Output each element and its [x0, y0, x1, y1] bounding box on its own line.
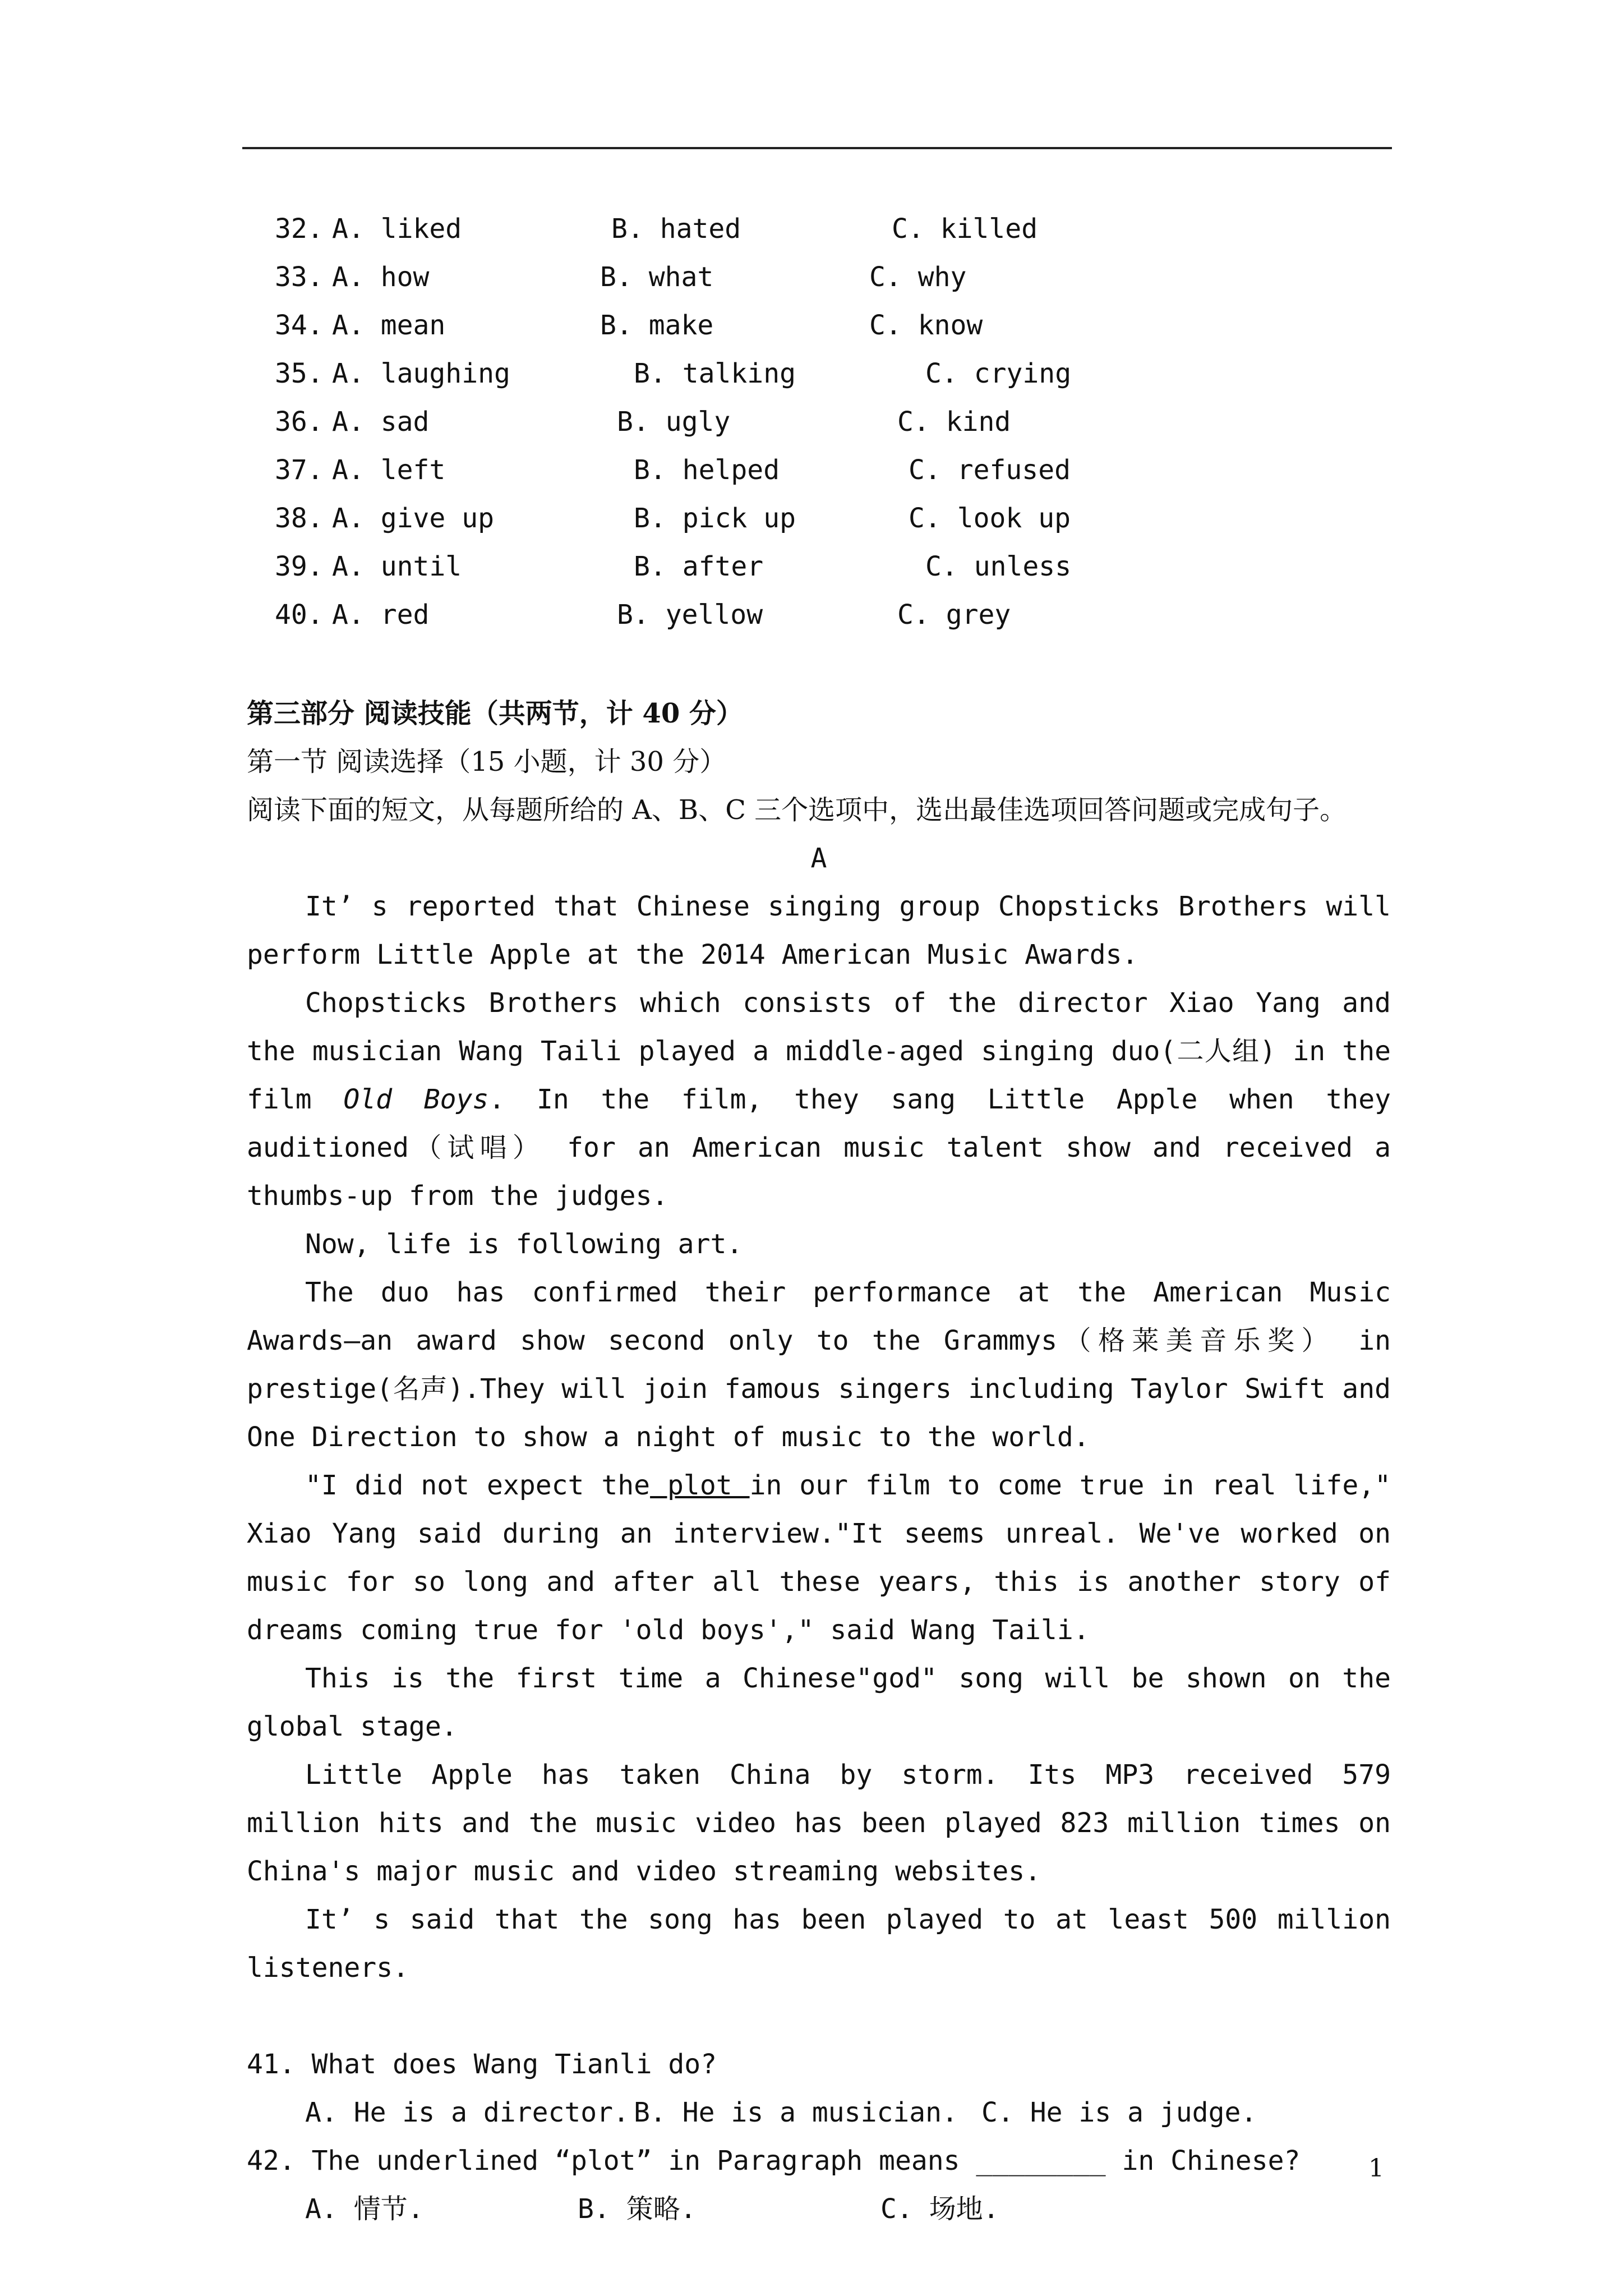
option-a: A. liked — [332, 213, 462, 245]
paragraph-5-text: "I did not expect the — [305, 1470, 651, 1501]
paragraph-5 — [247, 1461, 1391, 1654]
question-number: 35. — [275, 358, 324, 389]
option-a: A. left — [332, 454, 446, 486]
option-row-36 — [247, 398, 1391, 446]
question-number: 39. — [275, 551, 324, 582]
paragraph-5-text-end: in our film to come true in real life," Xiao Yang said during an interview."It seems unreal. We've worked on music for so long and after all these years, this is another story of dreams coming true for 'old boys'," said Wang Taili. — [247, 1470, 1391, 1646]
option-row-32 — [247, 205, 1391, 253]
spacer — [247, 1992, 1391, 2040]
option-a: A. mean — [332, 310, 446, 341]
question-number: 36. — [275, 406, 324, 438]
question-41 — [247, 2040, 1391, 2137]
paragraph-6: This is the first time a Chinese"god" song will be shown on the global stage. — [247, 1663, 1391, 1742]
option-c: C. 场地. — [880, 2193, 999, 2225]
option-row-37 — [247, 446, 1391, 494]
question-options — [247, 2185, 1391, 2233]
option-row-39 — [247, 542, 1391, 591]
part-title: 第三部分 阅读技能（共两节，计 40 分） — [247, 698, 743, 729]
question-number: 40. — [275, 599, 324, 631]
option-c: C. why — [869, 261, 967, 293]
option-b: B. pick up — [634, 503, 796, 534]
option-a: A. give up — [332, 503, 494, 534]
paragraph-2-text: Chopsticks Brothers which consists of the director Xiao Yang and the musician Wang Taili played a middle-aged singing duo(二人组) in the film — [247, 987, 1391, 1115]
document-page — [247, 205, 1391, 2233]
question-number: 38. — [275, 503, 324, 534]
question-number: 34. — [275, 310, 324, 341]
option-b: B. make — [600, 310, 714, 341]
header-rule — [242, 147, 1392, 149]
option-b: B. ugly — [617, 406, 731, 438]
option-c: C. killed — [892, 213, 1038, 245]
option-c: C. grey — [897, 599, 1011, 631]
question-options — [247, 2088, 1391, 2137]
option-row-40 — [247, 591, 1391, 639]
option-b: B. what — [600, 261, 714, 293]
passage — [247, 882, 1391, 1992]
question-stem: 41. What does Wang Tianli do? — [247, 2049, 717, 2080]
option-b: B. yellow — [617, 599, 763, 631]
paragraph-1: It’ s reported that Chinese singing group Chopsticks Brothers will perform Little Apple at the 2014 American Music Awards. — [247, 891, 1391, 970]
option-b: B. He is a musician. — [634, 2097, 958, 2128]
option-a: A. 情节. — [305, 2193, 424, 2225]
film-title: Old Boys — [343, 1084, 489, 1115]
option-c: C. unless — [925, 551, 1072, 582]
option-row-33 — [247, 253, 1391, 301]
option-c: C. crying — [925, 358, 1072, 389]
paragraph-3: Now, life is following art. — [305, 1228, 743, 1260]
paragraph-7: Little Apple has taken China by storm. Its MP3 received 579 million hits and the music video has been played 823 million times on China's major music and video streaming websites. — [247, 1759, 1391, 1887]
subsection-title: 第一节 阅读选择（15 小题，计 30 分） — [247, 746, 727, 777]
question-number: 37. — [275, 454, 324, 486]
option-b: B. 策略. — [578, 2193, 697, 2225]
underlined-word: plot — [650, 1470, 750, 1501]
option-c: C. know — [869, 310, 983, 341]
paragraph-8: It’ s said that the song has been played to at least 500 million listeners. — [247, 1904, 1391, 1984]
option-row-38 — [247, 494, 1391, 542]
option-c: C. kind — [897, 406, 1011, 438]
option-row-34 — [247, 301, 1391, 349]
question-42 — [247, 2137, 1391, 2233]
options-block — [247, 205, 1391, 639]
option-a: A. laughing — [332, 358, 510, 389]
passage-label: A — [810, 843, 827, 874]
option-a: A. until — [332, 551, 462, 582]
option-b: B. hated — [611, 213, 741, 245]
question-stem: 42. The underlined “plot” in Paragraph means ________ in Chinese? — [247, 2145, 1301, 2177]
option-b: B. talking — [634, 358, 796, 389]
option-b: B. helped — [634, 454, 780, 486]
option-a: A. how — [332, 261, 430, 293]
option-c: C. refused — [909, 454, 1071, 486]
page-number: 1 — [1368, 2154, 1384, 2183]
instructions: 阅读下面的短文，从每题所给的 A、B、C 三个选项中，选出最佳选项回答问题或完成句子。 — [247, 794, 1347, 826]
option-row-35 — [247, 349, 1391, 398]
paragraph-4: The duo has confirmed their performance at the American Music Awards—an award show second only to the Grammys（格莱美音乐奖） in prestige(名声).They will join famous singers including Taylor Swift and One Direction to show a night of music to the world. — [247, 1277, 1391, 1453]
paragraph-2 — [247, 979, 1391, 1220]
paragraph-2-text-end: . In the film, they sang Little Apple when they auditioned（试唱） for an American music talent show and received a thumbs-up from the judges. — [247, 1084, 1391, 1212]
option-a: A. sad — [332, 406, 430, 438]
option-c: C. He is a judge. — [981, 2097, 1257, 2128]
option-c: C. look up — [909, 503, 1071, 534]
question-number: 32. — [275, 213, 324, 245]
option-a: A. red — [332, 599, 430, 631]
option-a: A. He is a director. — [305, 2097, 629, 2128]
option-b: B. after — [634, 551, 764, 582]
question-number: 33. — [275, 261, 324, 293]
